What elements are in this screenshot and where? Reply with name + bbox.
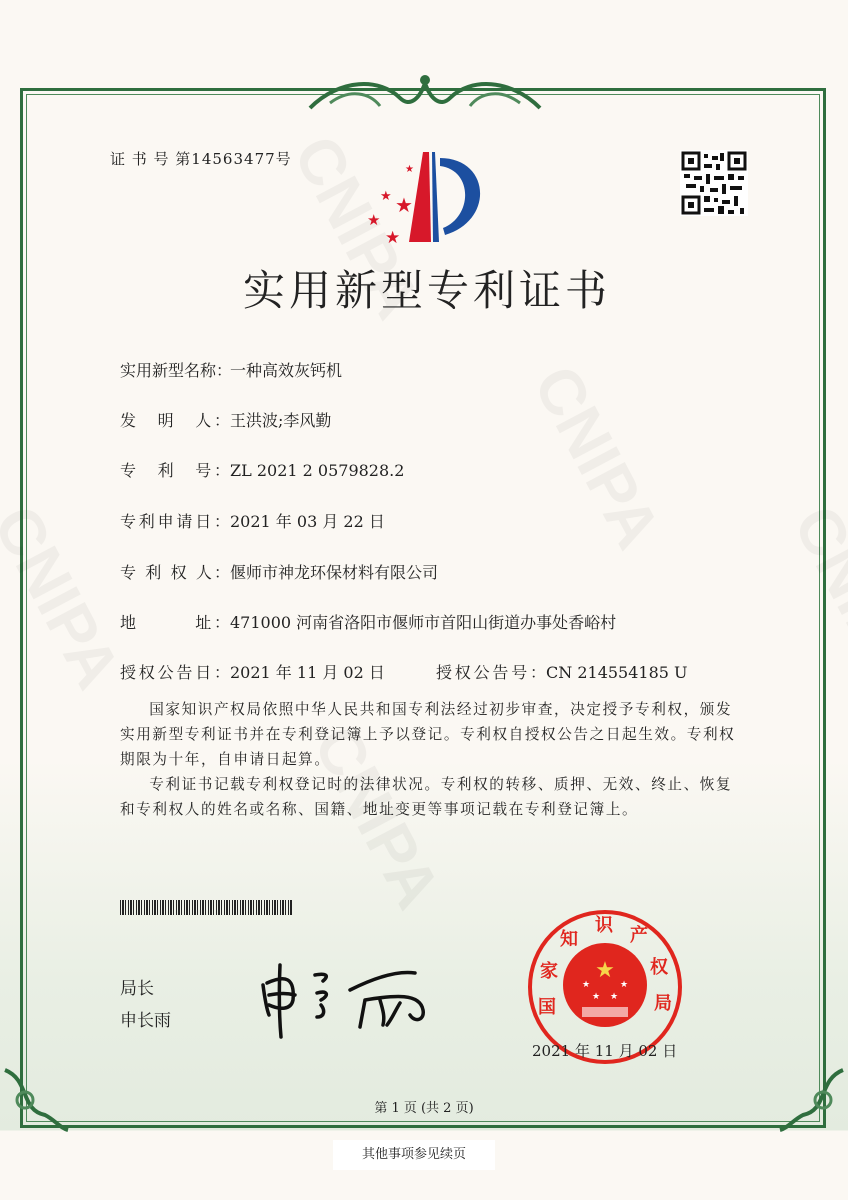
svg-text:★: ★ xyxy=(595,958,615,983)
field-label: 专 利 号： xyxy=(120,461,230,480)
top-ornament-icon xyxy=(300,68,550,118)
field-value: ZL 2021 2 0579828.2 xyxy=(230,461,405,480)
field-value: 偃师市神龙环保材料有限公司 xyxy=(230,563,439,582)
field-label: 授权公告日： xyxy=(120,663,230,682)
svg-text:国家知识产权局: 国家知识 产权局 xyxy=(538,915,672,1018)
director-signature xyxy=(255,955,445,1040)
svg-text:★: ★ xyxy=(610,992,619,1002)
field-label: 专 利 权 人： xyxy=(120,563,230,582)
svg-text:★: ★ xyxy=(395,193,413,217)
field-address xyxy=(120,610,616,633)
director-title: 局长 xyxy=(120,979,154,999)
field-announcement-number xyxy=(436,660,688,683)
statement-text xyxy=(120,697,745,822)
field-value: 2021 年 11 月 02 日 xyxy=(230,663,385,682)
field-utility-model-name xyxy=(120,358,342,381)
field-grant-date xyxy=(120,660,385,683)
field-value: CN 214554185 U xyxy=(546,663,688,682)
cnipa-logo-icon xyxy=(365,150,490,250)
field-value: 471000 河南省洛阳市偃师市首阳山街道办事处香峪村 xyxy=(230,613,617,632)
statement-paragraph: 专利证书记载专利权登记时的法律状况。专利权的转移、质押、无效、终止、恢复和专利权人的姓名或名称、国籍、地址变更等事项记载在专利登记簿上。 xyxy=(120,776,733,818)
svg-text:★: ★ xyxy=(592,992,601,1002)
svg-text:★: ★ xyxy=(367,211,381,229)
field-patent-number xyxy=(120,458,404,481)
page-number: 第 1 页 (共 2 页) xyxy=(374,1101,474,1116)
field-label: 授权公告号： xyxy=(436,663,546,682)
svg-text:★: ★ xyxy=(582,980,591,990)
svg-text:★: ★ xyxy=(620,980,629,990)
field-value: 2021 年 03 月 22 日 xyxy=(230,512,385,531)
certificate-number: 证 书 号 第14563477号 xyxy=(110,150,292,168)
continued-note: 其他事项参见续页 xyxy=(333,1140,495,1170)
field-inventor xyxy=(120,408,331,431)
svg-text:★: ★ xyxy=(380,189,392,204)
svg-text:★: ★ xyxy=(385,228,401,248)
qr-code-icon xyxy=(680,150,748,216)
svg-text:★: ★ xyxy=(405,164,414,175)
field-filing-date xyxy=(120,509,385,532)
field-value: 王洪波;李风勤 xyxy=(230,411,332,430)
barcode xyxy=(120,900,292,915)
field-patentee xyxy=(120,560,438,583)
field-label: 专利申请日： xyxy=(120,512,230,531)
field-label: 实用新型名称： xyxy=(120,361,233,380)
field-label: 地 址： xyxy=(120,613,230,632)
page-title: 实用新型专利证书 xyxy=(243,266,612,315)
statement-paragraph: 国家知识产权局依照中华人民共和国专利法经过初步审查，决定授予专利权，颁发实用新型专利证书并在专利登记簿上予以登记。专利权自授权公告之日起生效。专利权期限为十年，自申请日起算。 xyxy=(120,701,736,768)
field-label: 发 明 人： xyxy=(120,411,230,430)
seal-date: 2021 年 11 月 02 日 xyxy=(532,1042,678,1060)
director-name: 申长雨 xyxy=(120,1011,171,1031)
field-value: 一种高效灰钙机 xyxy=(230,361,343,380)
